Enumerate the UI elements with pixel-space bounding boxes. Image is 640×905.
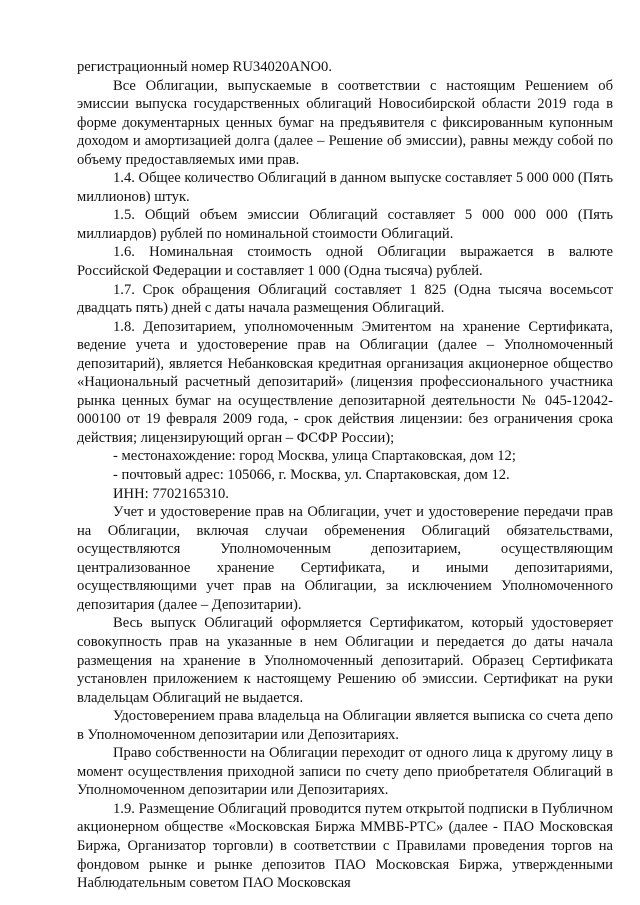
paragraph-certificate: Весь выпуск Облигаций оформляется Сертификатом, который удостоверяет совокупность прав на указанные в нем Облигации и передается до даты начала размещения на хранение в Уполномоченный депозитарий. Образец Сертификата установлен приложением к настоящему Решению об эмиссии. Сертификат на руки владельцам Облигаций не выдается. [77,615,613,706]
paragraph-inn: ИНН: 7702165310. [113,485,229,502]
paragraph-1-5-volume: 1.5. Общий объем эмиссии Облигаций составляет 5 000 000 000 (Пять миллиардов) рублей по номинальной стоимости Облигаций. [77,207,613,242]
paragraph-rights-accounting: Учет и удостоверение прав на Облигации, учет и удостоверение передачи прав на Облигации, включая случаи обременения Облигаций обязательствами, осуществляются Уполномоченным депозитарием, осуществляющим централизованное хранение Сертификата, и иными депозитариями, осуществляющими учет прав на Облигации, за исключением Уполномоченного депозитария (далее – Депозитарии). [77,504,613,613]
document-page [77,58,613,893]
paragraph-1-8-depository: 1.8. Депозитарием, уполномоченным Эмитентом на хранение Сертификата, ведение учета и удостоверение прав на Облигации (далее – Уполномоченный депозитарий), является Небанковская кредитная организация акционерное общество «Национальный расчетный депозитарий» (лицензия профессионального участника рынка ценных бумаг на осуществление депозитарной деятельности № 045-12042-000100 от 19 февраля 2009 года, - срок действия лицензии: без ограничения срока действия; лицензирующий орган – ФСФР России); [77,318,613,446]
paragraph-registration-number: регистрационный номер RU34020ANO0. [77,59,332,75]
paragraph-ownership-transfer: Право собственности на Облигации переходит от одного лица к другому лицу в момент осуществления приходной записи по счету депо приобретателя Облигаций в Уполномоченном депозитарии или Депозитариях. [77,745,613,799]
paragraph-1-7-term: 1.7. Срок обращения Облигаций составляет 1 825 (Одна тысяча восемьсот двадцать пять) дней с даты начала размещения Облигаций. [77,281,613,317]
paragraph-location: - местонахождение: город Москва, улица Спартаковская, дом 12; [113,448,516,465]
paragraph-1-4-quantity: 1.4. Общее количество Облигаций в данном выпуске составляет 5 000 000 (Пять миллионов) штук. [77,170,614,205]
paragraph-postal-address: - почтовый адрес: 105066, г. Москва, ул. Спартаковская, дом 12. [113,467,510,484]
paragraph-1-9-placement: 1.9. Размещение Облигаций проводится путем открытой подписки в Публичном акционерном обществе «Московская Биржа ММВБ-РТС» (далее - ПАО Московская Биржа, Организатор торговли) в соответствии с Правилами проведения торгов на фондовом рынке и рынке депозитов ПАО Московская Биржа, утвержденными Наблюдательным советом ПАО Московская [77,800,613,892]
paragraph-bonds-equal-rights: Все Облигации, выпускаемые в соответствии с настоящим Решением об эмиссии выпуска государственных облигаций Новосибирской области 2019 года в форме документарных ценных бумаг на предъявителя с фиксированным купонным доходом и амортизацией долга (далее – Решение об эмиссии), равны между собой по объему предоставляемых ими прав. [77,77,613,168]
paragraph-1-6-nominal-value: 1.6. Номинальная стоимость одной Облигации выражается в валюте Российской Федерации и составляет 1 000 (Одна тысяча) рублей. [77,244,613,280]
paragraph-ownership-proof: Удостоверением права владельца на Облигации является выписка со счета депо в Уполномоченном депозитарии или Депозитариях. [77,708,613,743]
